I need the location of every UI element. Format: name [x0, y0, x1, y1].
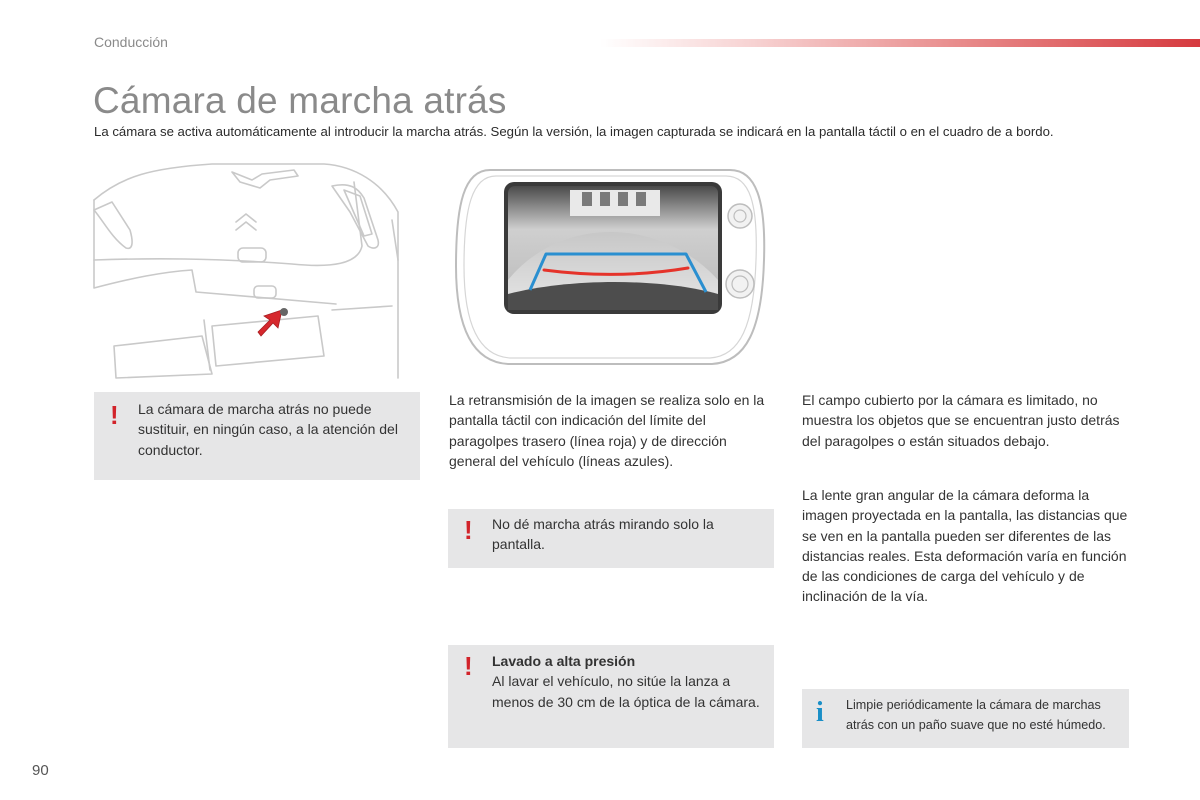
intro-paragraph: La cámara se activa automáticamente al introducir la marcha atrás. Según la versión, la imagen capturada se indicará en la pantalla táctil o en el cuadro de a bordo. [94, 124, 1054, 139]
warning-box-washing [448, 645, 774, 748]
warning-text: No dé marcha atrás mirando solo la pantalla. [492, 516, 714, 553]
warning-title: Lavado a alta presión [492, 653, 636, 669]
info-icon: i [816, 697, 824, 728]
info-box-cleaning [802, 689, 1129, 748]
car-rear-camera-location-illustration [92, 160, 402, 382]
page-title: Cámara de marcha atrás [93, 80, 507, 121]
car-rear-illustration [92, 160, 402, 387]
right-paragraph-1: El campo cubierto por la cámara es limitado, no muestra los objetos que se encuentran justo detrás del paragolpes o están situados debajo. [802, 392, 1120, 449]
screen-knob-top [728, 204, 752, 228]
screen-knob-bottom [726, 270, 754, 298]
warning-box-screen [448, 509, 774, 568]
warning-box-camera [94, 392, 420, 480]
touchscreen-rear-camera-view-illustration [450, 160, 770, 372]
touchscreen-illustration [450, 160, 770, 377]
exclamation-icon: ! [110, 400, 119, 430]
warning-text [492, 651, 760, 712]
page-number: 90 [32, 762, 49, 779]
warning-body: Al lavar el vehículo, no sitúe la lanza a menos de 30 cm de la óptica de la cámara. [492, 673, 760, 710]
middle-paragraph: La retransmisión de la imagen se realiza solo en la pantalla táctil con indicación del límite del paragolpes trasero (línea roja) y de dirección general del vehículo (líneas azules). [449, 392, 765, 469]
info-text: Limpie periódicamente la cámara de marchas atrás con un paño suave que no esté húmedo. [846, 698, 1106, 733]
exclamation-icon: ! [464, 651, 473, 681]
right-paragraph-2: La lente gran angular de la cámara deforma la imagen proyectada en la pantalla, las distancias que se ven en la pantalla pueden ser diferentes de las distancias reales. Esta deformación varía en función de las condiciones de carga del vehículo y de inclinación de la vía. [802, 487, 1128, 605]
exclamation-icon: ! [464, 515, 473, 545]
warning-text: La cámara de marcha atrás no puede sustituir, en ningún caso, a la atención del conductor. [138, 401, 398, 458]
header-accent-bar [600, 39, 1200, 47]
section-label: Conducción [94, 34, 168, 50]
